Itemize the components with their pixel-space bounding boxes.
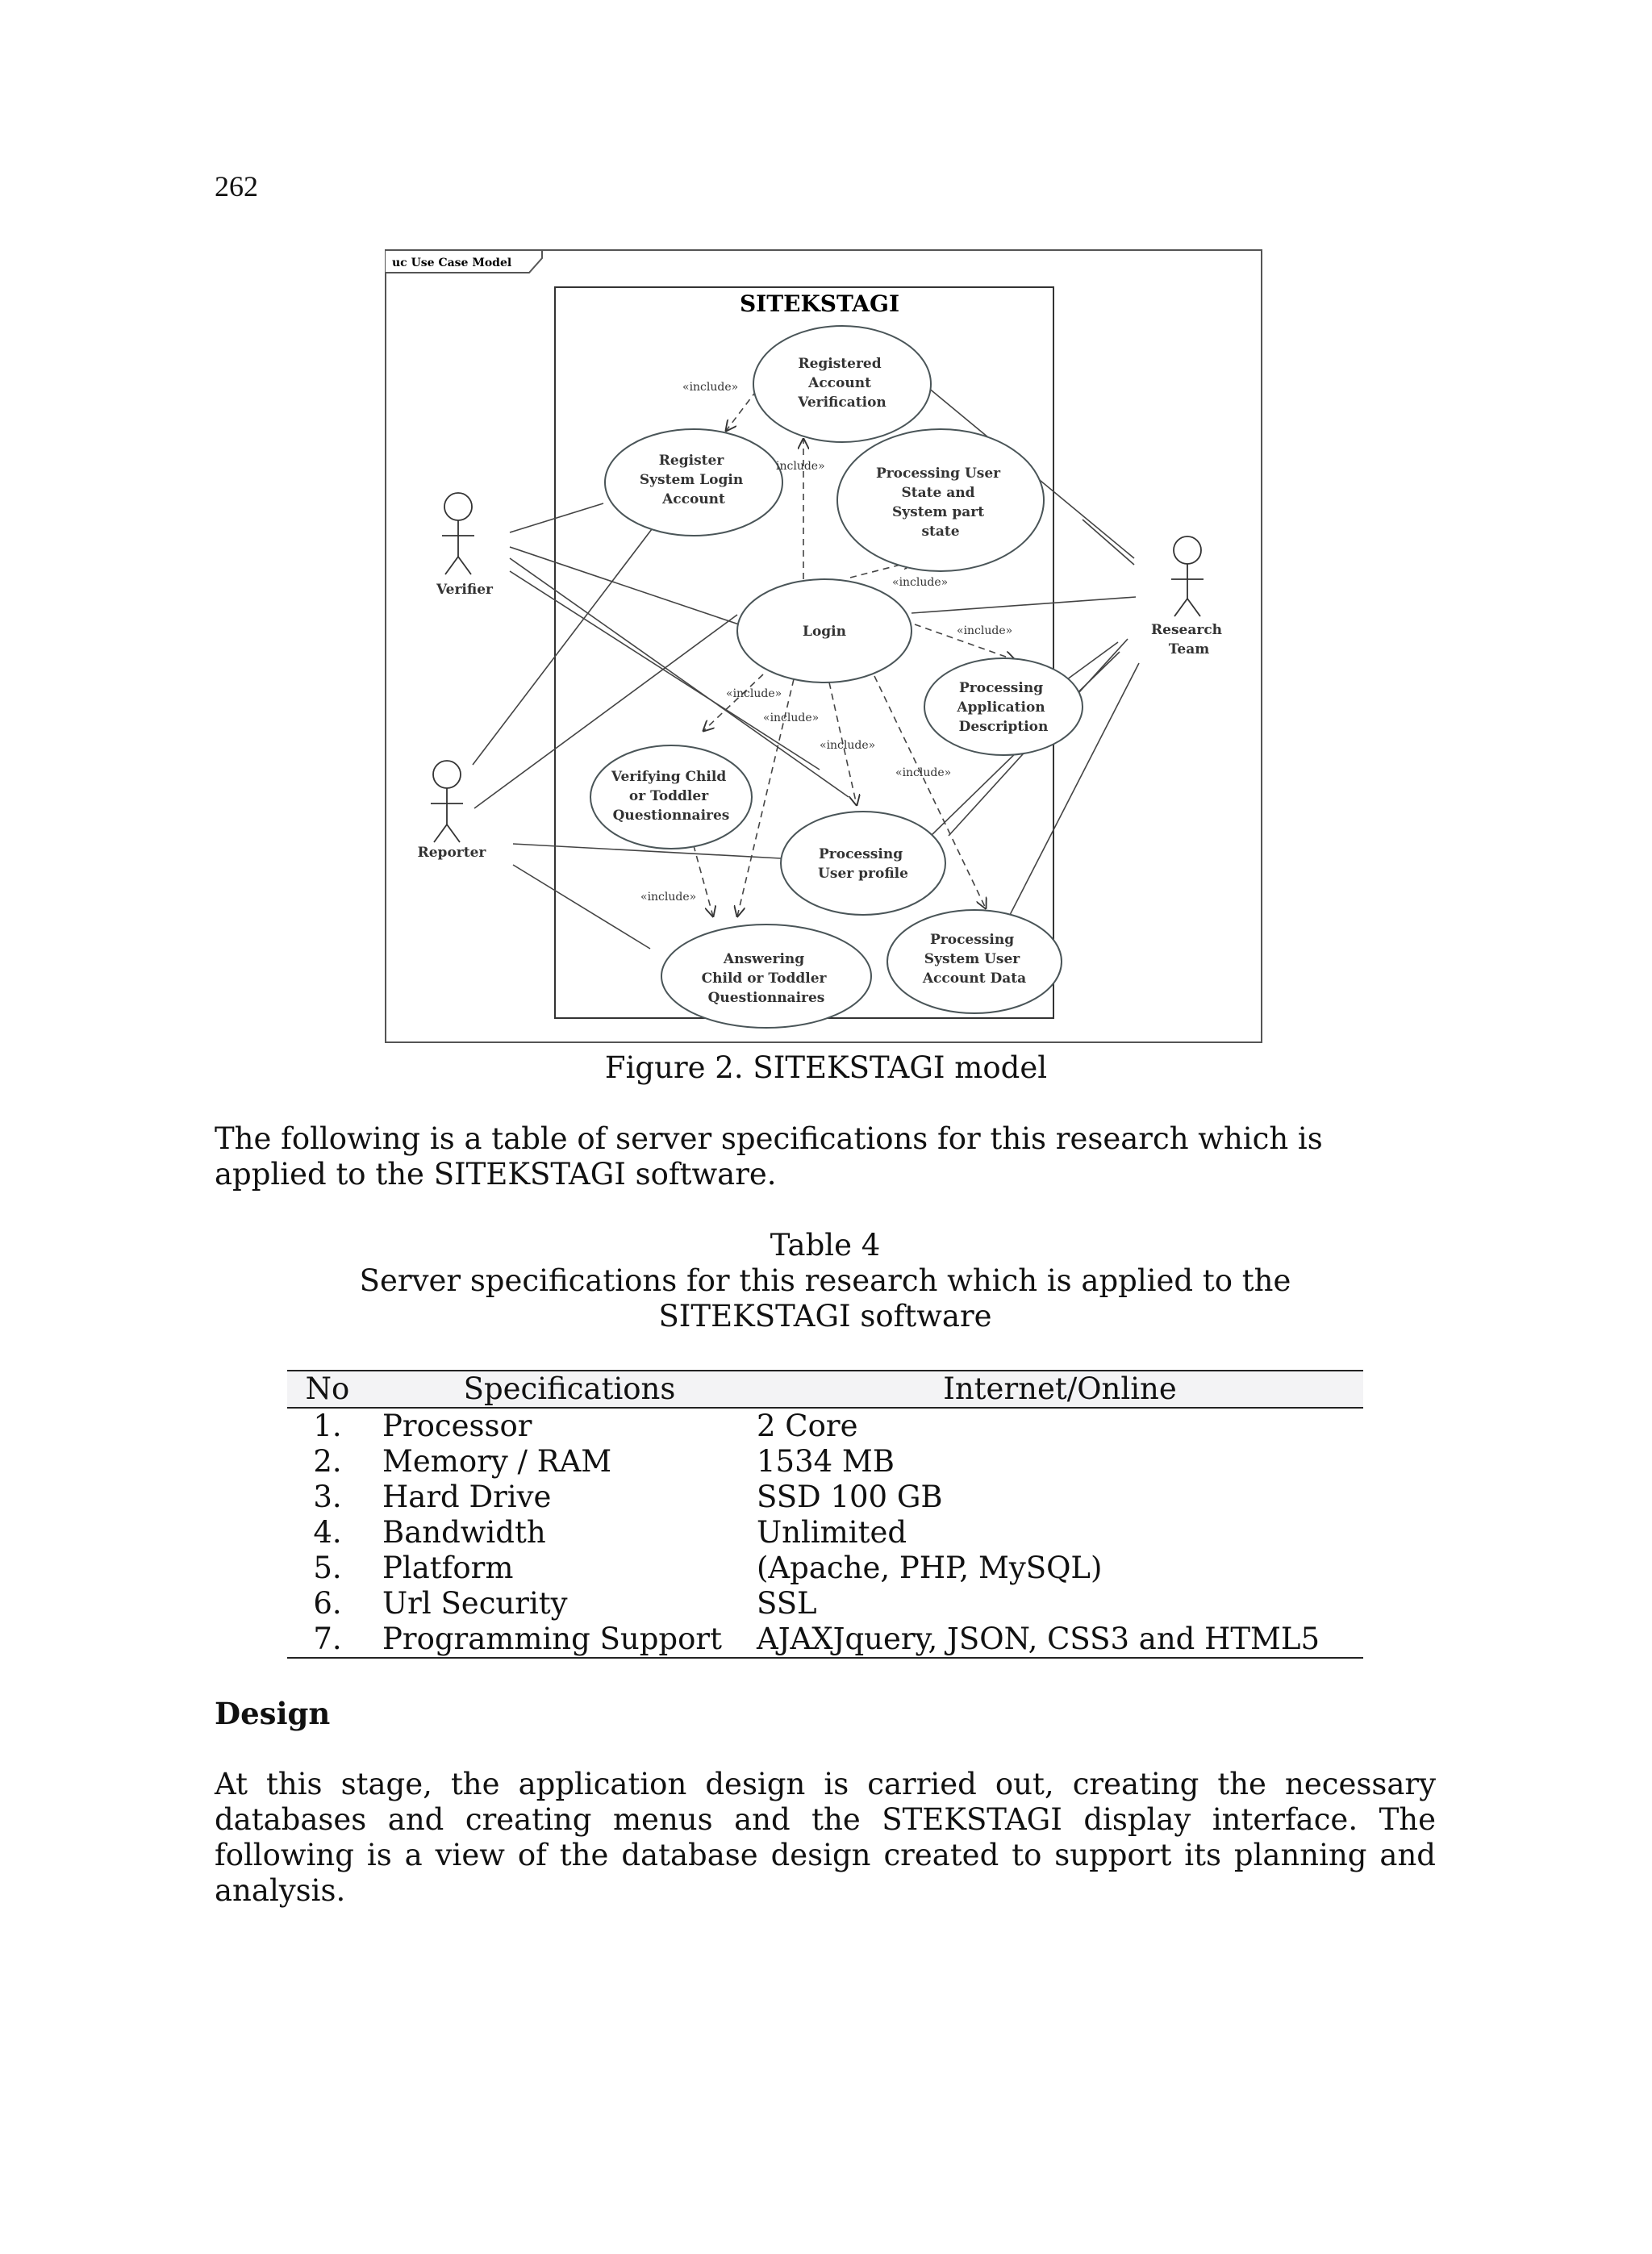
row-no: 5. [313, 1551, 342, 1585]
design-paragraph: At this stage, the application design is carried out, creating the necessary databases and creating menus and the STEKSTAGI display interface. The following is a view of the database design created to support its planning and analysis. [215, 1767, 1436, 1908]
include-label: «include» [726, 687, 782, 700]
row-specification: Hard Drive [382, 1480, 552, 1514]
include-label: «include» [682, 381, 739, 394]
section-heading: Design [215, 1696, 331, 1731]
header-no: No [287, 1371, 368, 1408]
row-value: SSL [757, 1586, 817, 1621]
table-title: Server specifications for this research which is applied to the SITEKSTAGI software [359, 1263, 1291, 1334]
actor-verifier-label: Verifier [436, 582, 493, 598]
table-number: Table 4 [770, 1228, 881, 1263]
row-specification: Url Security [382, 1586, 568, 1621]
include-label: include» [776, 460, 825, 473]
spec-table [287, 1370, 1363, 1659]
uc-registered-verification: Registered Account Verification [798, 356, 886, 411]
table-row [287, 1444, 1363, 1480]
row-no: 1. [313, 1409, 342, 1443]
include-label: «include» [820, 739, 876, 752]
system-title: SITEKSTAGI [739, 290, 900, 317]
table-header-row [287, 1371, 1363, 1408]
include-label: «include» [763, 712, 820, 724]
actor-reporter-label: Reporter [417, 845, 486, 861]
uc-answering-questionnaires: Answering Child or Toddler Questionnaires [701, 951, 827, 1006]
row-no: 2. [313, 1444, 342, 1479]
include-label: «include» [957, 624, 1013, 637]
row-value: SSD 100 GB [757, 1480, 943, 1514]
use-case-diagram-svg [384, 248, 1263, 1044]
uc-verifying-questionnaires: Verifying Child or Toddler Questionnaires [611, 769, 730, 824]
row-value: 1534 MB [757, 1444, 895, 1479]
uc-processing-profile: Processing User profile [818, 846, 908, 882]
row-specification: Processor [382, 1409, 532, 1443]
row-no: 3. [313, 1480, 342, 1514]
include-label: «include» [640, 891, 697, 904]
table-row [287, 1408, 1363, 1444]
uc-login: Login [803, 624, 846, 640]
row-specification: Platform [382, 1551, 514, 1585]
intro-paragraph: The following is a table of server specifications for this research which is applied to the SITEKSTAGI software. [215, 1121, 1323, 1192]
figure-caption: Figure 2. SITEKSTAGI model [604, 1050, 1048, 1085]
table-row [287, 1586, 1363, 1622]
row-no: 4. [313, 1515, 342, 1550]
uc-processing-application: Processing Application Description [957, 680, 1049, 735]
row-value: (Apache, PHP, MySQL) [757, 1551, 1103, 1585]
table-row [287, 1622, 1363, 1658]
row-value: AJAXJquery, JSON, CSS3 and HTML5 [757, 1622, 1363, 1658]
header-specifications: Specifications [368, 1371, 757, 1408]
use-case-diagram [384, 248, 1263, 1044]
row-value: 2 Core [757, 1409, 858, 1443]
header-internet-online: Internet/Online [757, 1371, 1363, 1408]
actor-research-team-label: Research Team [1151, 622, 1223, 657]
table-row [287, 1551, 1363, 1586]
row-no: 7. [287, 1622, 368, 1658]
table-row [287, 1515, 1363, 1551]
table-row [287, 1480, 1363, 1515]
uc-processing-account-data: Processing System User Account Data [922, 932, 1027, 987]
uc-register-login: Register System Login Account [639, 453, 744, 507]
include-label: «include» [895, 766, 952, 779]
row-value: Unlimited [757, 1515, 907, 1550]
uc-processing-user-state: Processing User State and System part state [875, 465, 1001, 540]
row-specification: Programming Support [368, 1622, 757, 1658]
include-label: «include» [892, 576, 949, 589]
row-specification: Memory / RAM [382, 1444, 612, 1479]
frame-label: uc Use Case Model [392, 257, 512, 269]
page-number: 262 [215, 170, 258, 202]
row-specification: Bandwidth [382, 1515, 546, 1550]
row-no: 6. [313, 1586, 342, 1621]
